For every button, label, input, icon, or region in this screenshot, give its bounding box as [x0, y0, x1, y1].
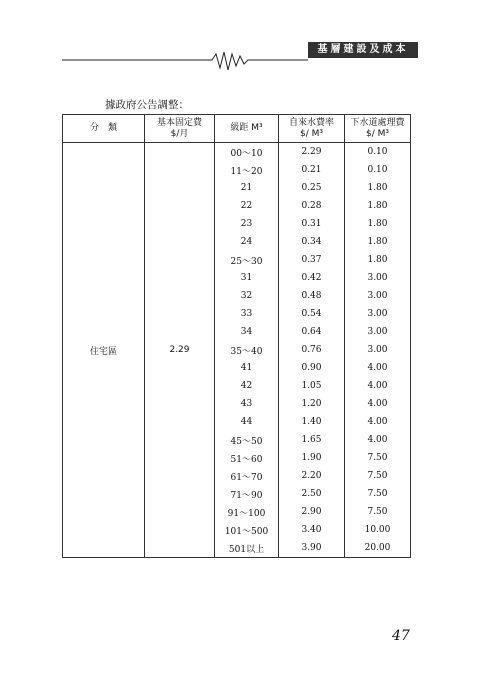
tier-cell: 33: [215, 305, 279, 323]
column-header: [345, 115, 411, 143]
sewer-fee-cell: 4.00: [345, 377, 411, 395]
sewer-fee-cell: 0.10: [345, 143, 411, 162]
tier-cell: 25～30: [215, 251, 279, 269]
page-number: 47: [392, 628, 410, 644]
sewer-fee-cell: 1.80: [345, 233, 411, 251]
base-fee-cell: 2.29: [145, 143, 215, 558]
water-rate-cell: 0.21: [279, 161, 345, 179]
water-rate-cell: 0.54: [279, 305, 345, 323]
tier-cell: 22: [215, 197, 279, 215]
header-title: 基層建設及成本: [308, 42, 418, 58]
intro-text: 據政府公告調整：: [105, 99, 189, 111]
tier-cell: 91～100: [215, 503, 279, 521]
sewer-fee-cell: 4.00: [345, 395, 411, 413]
water-rate-cell: 0.64: [279, 323, 345, 341]
tier-cell: 45～50: [215, 431, 279, 449]
column-header: [215, 115, 279, 143]
sewer-fee-cell: 4.00: [345, 413, 411, 431]
water-rate-cell: 0.48: [279, 287, 345, 305]
water-rate-cell: 1.05: [279, 377, 345, 395]
column-header: [279, 115, 345, 143]
tier-cell: 21: [215, 179, 279, 197]
sewer-fee-cell: 4.00: [345, 431, 411, 449]
water-rate-cell: 0.28: [279, 197, 345, 215]
tier-cell: 23: [215, 215, 279, 233]
water-rate-cell: 0.42: [279, 269, 345, 287]
sewer-fee-cell: 3.00: [345, 305, 411, 323]
tier-cell: 101～500: [215, 521, 279, 539]
sewer-fee-cell: 7.50: [345, 467, 411, 485]
column-header-text: 自來水費率 $/ M³: [288, 117, 334, 139]
water-rate-cell: 2.90: [279, 503, 345, 521]
sewer-fee-cell: 1.80: [345, 215, 411, 233]
sewer-fee-cell: 1.80: [345, 251, 411, 269]
sewer-fee-cell: 0.10: [345, 161, 411, 179]
water-rate-cell: 1.90: [279, 449, 345, 467]
sewer-fee-cell: 7.50: [345, 503, 411, 521]
tier-cell: 42: [215, 377, 279, 395]
water-rate-cell: 3.40: [279, 521, 345, 539]
tier-cell: 24: [215, 233, 279, 251]
tier-cell: 501以上: [215, 539, 279, 558]
tier-cell: 51～60: [215, 449, 279, 467]
column-header-text: 級距 M³: [230, 123, 263, 133]
table-row: [63, 143, 411, 162]
water-rate-cell: 3.90: [279, 539, 345, 558]
tier-cell: 61～70: [215, 467, 279, 485]
tier-cell: 34: [215, 323, 279, 341]
water-rate-cell: 0.25: [279, 179, 345, 197]
sewer-fee-cell: 3.00: [345, 287, 411, 305]
tier-cell: 44: [215, 413, 279, 431]
column-header-text: 下水道處理費 $/ M³: [350, 117, 405, 139]
sewer-fee-cell: 7.50: [345, 449, 411, 467]
sewer-fee-cell: 3.00: [345, 323, 411, 341]
water-rate-cell: 0.31: [279, 215, 345, 233]
tier-cell: 00～10: [215, 143, 279, 162]
water-rate-cell: 1.65: [279, 431, 345, 449]
water-rate-cell: 0.37: [279, 251, 345, 269]
water-rate-cell: 1.20: [279, 395, 345, 413]
sewer-fee-cell: 10.00: [345, 521, 411, 539]
sewer-fee-cell: 4.00: [345, 359, 411, 377]
column-header: [145, 115, 215, 143]
tier-cell: 11～20: [215, 161, 279, 179]
category-cell: 住宅區: [63, 143, 145, 558]
water-rate-cell: 2.20: [279, 467, 345, 485]
tier-cell: 31: [215, 269, 279, 287]
water-rate-cell: 0.90: [279, 359, 345, 377]
sewer-fee-cell: 7.50: [345, 485, 411, 503]
tier-cell: 35～40: [215, 341, 279, 359]
tier-cell: 32: [215, 287, 279, 305]
column-header-text: 基本固定費 $/月: [156, 117, 202, 139]
water-rate-cell: 1.40: [279, 413, 345, 431]
column-header: 分 類: [63, 115, 145, 143]
water-rate-cell: 0.76: [279, 341, 345, 359]
tier-cell: 41: [215, 359, 279, 377]
water-rate-cell: 0.34: [279, 233, 345, 251]
sewer-fee-cell: 1.80: [345, 179, 411, 197]
sewer-fee-cell: 1.80: [345, 197, 411, 215]
tier-cell: 71～90: [215, 485, 279, 503]
sewer-fee-cell: 3.00: [345, 341, 411, 359]
table-header-row: [63, 115, 411, 143]
water-rate-table: [62, 114, 411, 558]
sewer-fee-cell: 20.00: [345, 539, 411, 558]
tier-cell: 43: [215, 395, 279, 413]
water-rate-cell: 2.50: [279, 485, 345, 503]
sewer-fee-cell: 3.00: [345, 269, 411, 287]
water-rate-cell: 2.29: [279, 143, 345, 162]
